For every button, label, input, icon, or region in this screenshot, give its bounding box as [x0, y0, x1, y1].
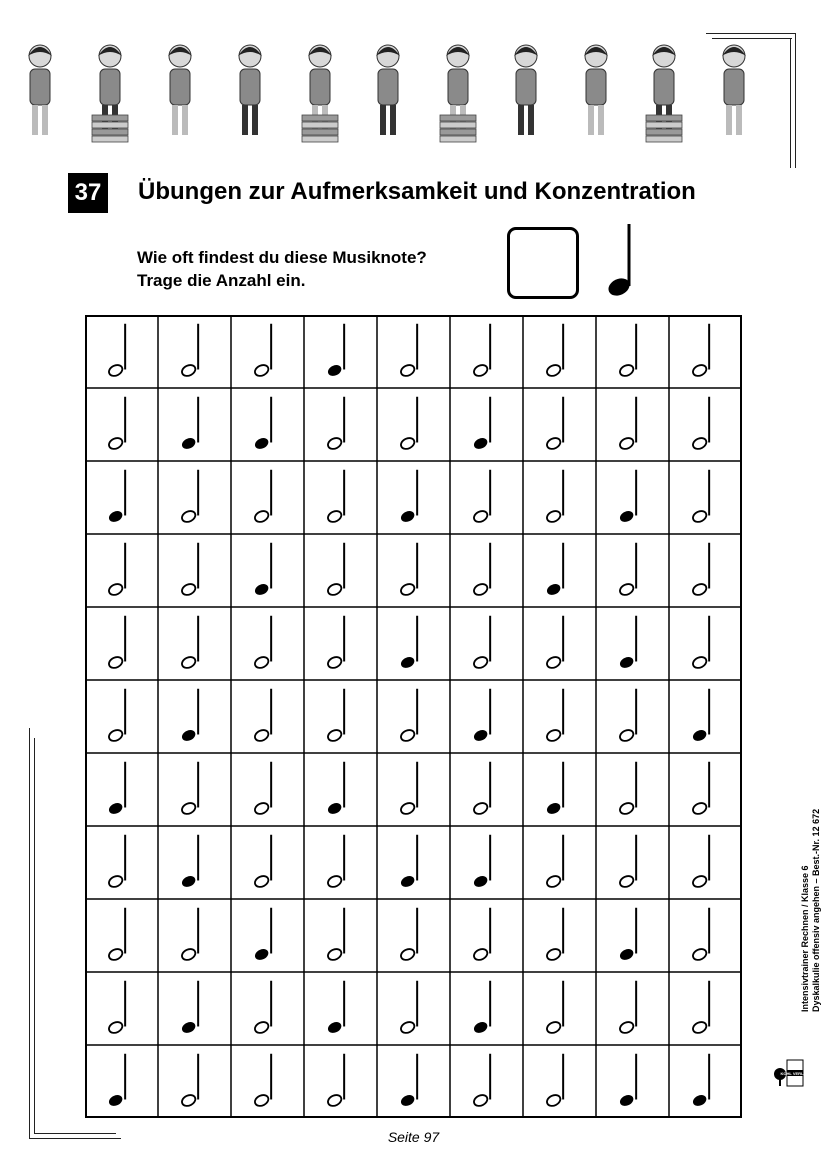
half-note-icon [180, 324, 198, 378]
half-note-icon [691, 762, 709, 816]
page-number: Seite 97 [387, 1129, 440, 1145]
half-note-icon [253, 470, 271, 524]
half-note-icon [545, 324, 563, 378]
note-grid [85, 315, 742, 1118]
book-stack-icon [302, 122, 338, 128]
half-note-icon [107, 397, 125, 451]
book-stack-icon [92, 115, 128, 121]
sidebar-line-1: Intensivtrainer Rechnen / Klasse 6 [800, 865, 810, 1012]
half-note-icon [326, 908, 344, 962]
half-note-icon [545, 616, 563, 670]
quarter-note-icon [472, 981, 490, 1035]
quarter-note-icon [326, 981, 344, 1035]
half-note-icon [326, 1054, 344, 1108]
quarter-note-icon [253, 543, 271, 597]
book-stack-icon [302, 115, 338, 121]
half-note-icon [691, 470, 709, 524]
half-note-icon [253, 835, 271, 889]
child-figure [302, 45, 338, 142]
quarter-note-icon [545, 762, 563, 816]
half-note-icon [618, 835, 636, 889]
half-note-icon [180, 762, 198, 816]
book-stack-icon [646, 129, 682, 135]
half-note-icon [618, 543, 636, 597]
book-stack-icon [646, 115, 682, 121]
quarter-note-icon [618, 470, 636, 524]
book-stack-icon [92, 136, 128, 142]
half-note-icon [545, 397, 563, 451]
child-figure [92, 45, 128, 142]
half-note-icon [472, 470, 490, 524]
half-note-icon [399, 397, 417, 451]
exercise-number: 37 [68, 173, 108, 213]
publisher-sidebar [800, 809, 822, 1012]
half-note-icon [618, 762, 636, 816]
half-note-icon [691, 324, 709, 378]
half-note-icon [107, 324, 125, 378]
half-note-icon [472, 1054, 490, 1108]
frame-bottom-left-v2 [34, 738, 35, 1133]
quarter-note-icon [618, 616, 636, 670]
half-note-icon [472, 616, 490, 670]
frame-top-right-v2 [790, 38, 791, 168]
half-note-icon [326, 397, 344, 451]
frame-top-right-v1 [795, 33, 796, 168]
half-note-icon [618, 981, 636, 1035]
instruction-line-1: Wie oft findest du diese Musiknote? [137, 248, 427, 267]
half-note-icon [472, 762, 490, 816]
quarter-note-icon [107, 1054, 125, 1108]
page-title: Übungen zur Aufmerksamkeit und Konzentration [138, 178, 696, 205]
quarter-note-icon [253, 397, 271, 451]
child-figure [584, 45, 608, 135]
half-note-icon [326, 470, 344, 524]
half-note-icon [107, 543, 125, 597]
half-note-icon [326, 616, 344, 670]
quarter-note-icon [545, 543, 563, 597]
half-note-icon [399, 908, 417, 962]
book-stack-icon [92, 122, 128, 128]
answer-box[interactable] [507, 227, 579, 299]
quarter-note-icon [600, 222, 640, 302]
quarter-note-icon [326, 324, 344, 378]
half-note-icon [691, 616, 709, 670]
quarter-note-icon [618, 1054, 636, 1108]
half-note-icon [107, 908, 125, 962]
quarter-note-icon [107, 762, 125, 816]
book-stack-icon [646, 122, 682, 128]
half-note-icon [180, 543, 198, 597]
instructions [137, 246, 427, 292]
quarter-note-icon [472, 689, 490, 743]
quarter-note-icon [399, 835, 417, 889]
quarter-note-icon [691, 689, 709, 743]
half-note-icon [399, 543, 417, 597]
half-note-icon [545, 1054, 563, 1108]
half-note-icon [691, 543, 709, 597]
book-stack-icon [440, 115, 476, 121]
half-note-icon [326, 543, 344, 597]
child-figure [238, 45, 262, 135]
half-note-icon [545, 908, 563, 962]
quarter-note-icon [326, 762, 344, 816]
half-note-icon [472, 324, 490, 378]
half-note-icon [253, 324, 271, 378]
quarter-note-icon [107, 470, 125, 524]
book-stack-icon [302, 136, 338, 142]
instruction-line-2: Trage die Anzahl ein. [137, 271, 306, 290]
frame-top-right-h1 [706, 33, 796, 34]
book-stack-icon [440, 136, 476, 142]
half-note-icon [107, 616, 125, 670]
half-note-icon [399, 689, 417, 743]
child-figure [514, 45, 538, 135]
half-note-icon [107, 835, 125, 889]
quarter-note-icon [180, 835, 198, 889]
half-note-icon [691, 908, 709, 962]
half-note-icon [253, 689, 271, 743]
quarter-note-icon [691, 1054, 709, 1108]
publisher-logo-text: KOHL VERLAG [780, 1071, 810, 1076]
half-note-icon [545, 470, 563, 524]
sidebar-line-2: Dyskalkulie offensiv angehen – Best.-Nr. 12 672 [811, 808, 821, 1012]
half-note-icon [399, 324, 417, 378]
book-stack-icon [440, 122, 476, 128]
half-note-icon [618, 397, 636, 451]
half-note-icon [472, 543, 490, 597]
half-note-icon [326, 689, 344, 743]
quarter-note-icon [472, 397, 490, 451]
book-stack-icon [302, 129, 338, 135]
quarter-note-icon [180, 689, 198, 743]
half-note-icon [691, 981, 709, 1035]
child-figure [168, 45, 192, 135]
half-note-icon [180, 1054, 198, 1108]
quarter-note-icon [472, 835, 490, 889]
half-note-icon [107, 981, 125, 1035]
half-note-icon [253, 616, 271, 670]
child-figure [646, 45, 682, 142]
book-stack-icon [92, 129, 128, 135]
half-note-icon [399, 981, 417, 1035]
half-note-icon [618, 689, 636, 743]
half-note-icon [253, 762, 271, 816]
half-note-icon [545, 981, 563, 1035]
half-note-icon [545, 689, 563, 743]
quarter-note-icon [399, 616, 417, 670]
quarter-note-icon [180, 397, 198, 451]
half-note-icon [326, 835, 344, 889]
frame-bottom-left-v1 [29, 728, 30, 1138]
quarter-note-icon [180, 981, 198, 1035]
half-note-icon [180, 908, 198, 962]
child-figure [376, 45, 400, 135]
half-note-icon [180, 470, 198, 524]
children-illustration-row [18, 36, 758, 148]
child-figure [440, 45, 476, 142]
quarter-note-icon [618, 908, 636, 962]
half-note-icon [472, 908, 490, 962]
child-figure [28, 45, 52, 135]
note-grid-svg [85, 315, 742, 1118]
child-figure [722, 45, 746, 135]
half-note-icon [180, 616, 198, 670]
half-note-icon [107, 689, 125, 743]
quarter-note-icon [399, 470, 417, 524]
half-note-icon [545, 835, 563, 889]
quarter-note-icon [399, 1054, 417, 1108]
half-note-icon [618, 324, 636, 378]
half-note-icon [691, 397, 709, 451]
half-note-icon [253, 1054, 271, 1108]
publisher-logo [770, 1050, 810, 1090]
book-stack-icon [440, 129, 476, 135]
half-note-icon [399, 762, 417, 816]
quarter-note-icon [253, 908, 271, 962]
grid-border [86, 316, 741, 1117]
half-note-icon [691, 835, 709, 889]
half-note-icon [253, 981, 271, 1035]
book-stack-icon [646, 136, 682, 142]
